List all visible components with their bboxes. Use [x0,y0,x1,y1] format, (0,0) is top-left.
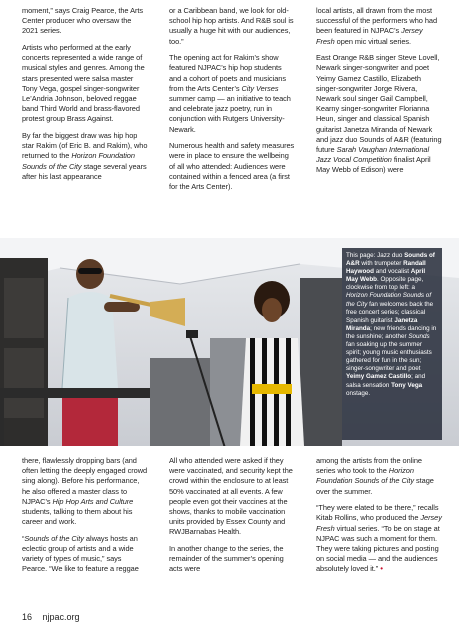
paragraph: local artists, all drawn from the most successful of the performers who had been featured in NJPAC’s Jersey Fresh open mic virtual series. [316,6,438,46]
site-url: njpac.org [42,612,80,622]
paragraph: Numerous health and safety measures were in place to ensure the wellbeing of all who attended: Audiences were contained within a fenced area (a first for the Arts Center). [169,141,295,192]
bottom-column-3 [316,456,442,606]
photo-caption: This page: Jazz duo Sounds of A&R with trumpeter Randall Haywood and vocalist April May Webb. Opposite page, clockwise from top left: a Horizon Foundation Sounds of the City fan welcomes back the free concert series; classical Spanish guitarist Janetza Miranda; new friends dancing in the sunshine; another Sounds fan soaking up the summer spirit; young music enthusiasts gathered for fun in the sun; singer-songwriter and poet Yeimy Gamez Castillo; and salsa sensation Tony Vega onstage. [342,248,442,440]
paragraph: All who attended were asked if they were vaccinated, and security kept the crowd within the enclosure to at least 50% vaccinated at all events. A few people even got their vaccines at the shows, thanks to mobile vaccination units provided by Essex County and RWJBarnabas Health. [169,456,293,537]
paragraph: “Sounds of the City always hosts an eclectic group of artists and a wide variety of types of music,” says Pearce. “We like to feature a reggae [22,533,139,574]
bottom-column-1 [22,456,148,606]
bottom-column-2 [169,456,295,606]
end-mark: • [380,564,383,574]
paragraph: Artists who performed at the early concerts represented a wide range of musical styles and genres. Among the stars presented were salsa master Tony Vega, gospel singer-songwriter Le’Andria Johnson, beloved reggae band Third World and brass-flavored protest group Brass Against. [22,43,145,124]
paragraph: “They were elated to be there,” recalls Kitab Rollins, who produced the Jersey Fresh virtual series. “To be on stage at NJPAC was such a moment for them. They were taking pictures and posting on social media — and the audiences absolutely loved it.” • [316,503,442,574]
paragraph: or a Caribbean band, we look for old-school hip hop artists. And R&B soul is usually a huge hit with our audiences, too.” [169,6,294,46]
paragraph: By far the biggest draw was hip hop star Rakim (of Eric B. and Rakim), who returned to the Horizon Foundation Sounds of the City stage several years after his last appearance [22,131,148,181]
top-column-3 [316,6,442,238]
top-column-1 [22,6,148,238]
paragraph: In another change to the series, the remainder of the summer’s opening acts were [169,544,284,574]
paragraph: moment,” says Craig Pearce, the Arts Center producer who oversaw the 2021 series. [22,6,144,36]
paragraph: The opening act for Rakim’s show featured NJPAC’s hip hop students and a cohort of poets and musicians from the Arts Center’s City Verses summer camp — an initiative to teach and celebrate jazz poetry, run in conjunction with Rutgers University-Newark. [169,53,291,134]
paragraph: East Orange R&B singer Steve Lovell, Newark singer-songwriter and poet Yeimy Gamez Castillo, Elizabeth singer-songwriter Jorge Rivera, Newark soul singer Gail Campbell, Kearny singer-songwriter Florianna Heun, singer and classical Spanish guitarist Janetza Miranda of Newark and jazz duo Sounds of A&R (featuring future Sarah Vaughan International Jazz Vocal Competition finalist April May Webb of Edison) were [316,53,442,175]
top-column-2 [169,6,295,238]
top-text-columns [22,6,442,238]
paragraph: there, flawlessly dropping bars (and often letting the deeply engaged crowd sing along). Before his performance, he also offered a master class to NJPAC’s Hip Hop Arts and Culture students, talking to them about his career and work. [22,456,148,527]
bottom-text-columns [22,456,442,606]
page-footer [22,612,80,622]
page-number: 16 [22,612,33,622]
paragraph: among the artists from the online series who took to the Horizon Foundation Sounds of the City stage over the summer. [316,456,434,496]
